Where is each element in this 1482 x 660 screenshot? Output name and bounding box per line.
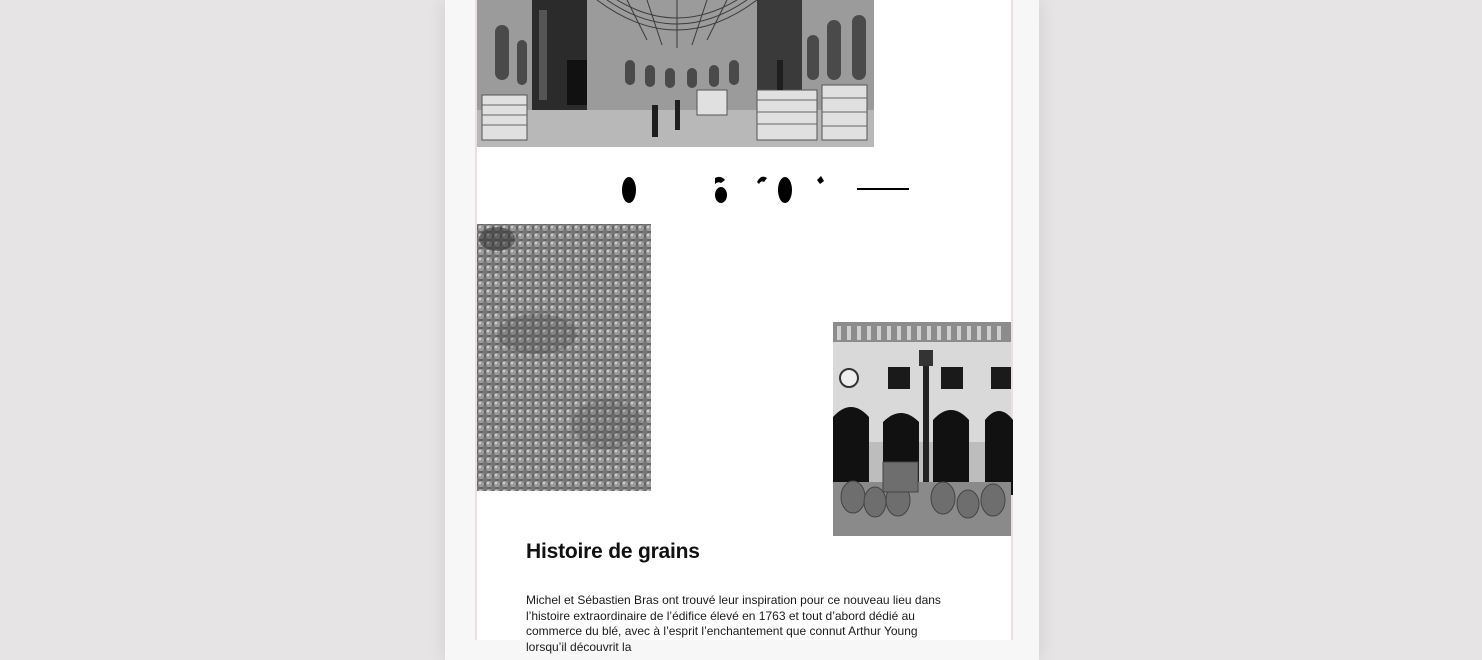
grains-texture-icon <box>477 224 651 491</box>
courtyard-image <box>833 322 1011 536</box>
engraving-icon <box>477 0 874 147</box>
decorative-glyphs <box>617 172 917 206</box>
article-body: Michel et Sébastien Bras ont trouvé leur inspiration pour ce nouveau lieu dans l’histoire extraordinaire de l’édifice élevé en 1763 et tout d’abord dédié au commerce du blé, avec à l’esprit l’enchantement que connut Arthur Young lorsqu’il découvrit la <box>526 593 941 654</box>
engraving-image <box>477 0 874 147</box>
page-screen <box>475 0 1013 654</box>
grains-image <box>477 224 651 491</box>
article-title: Histoire de grains <box>526 540 700 563</box>
courtyard-photo-icon <box>833 322 1011 536</box>
